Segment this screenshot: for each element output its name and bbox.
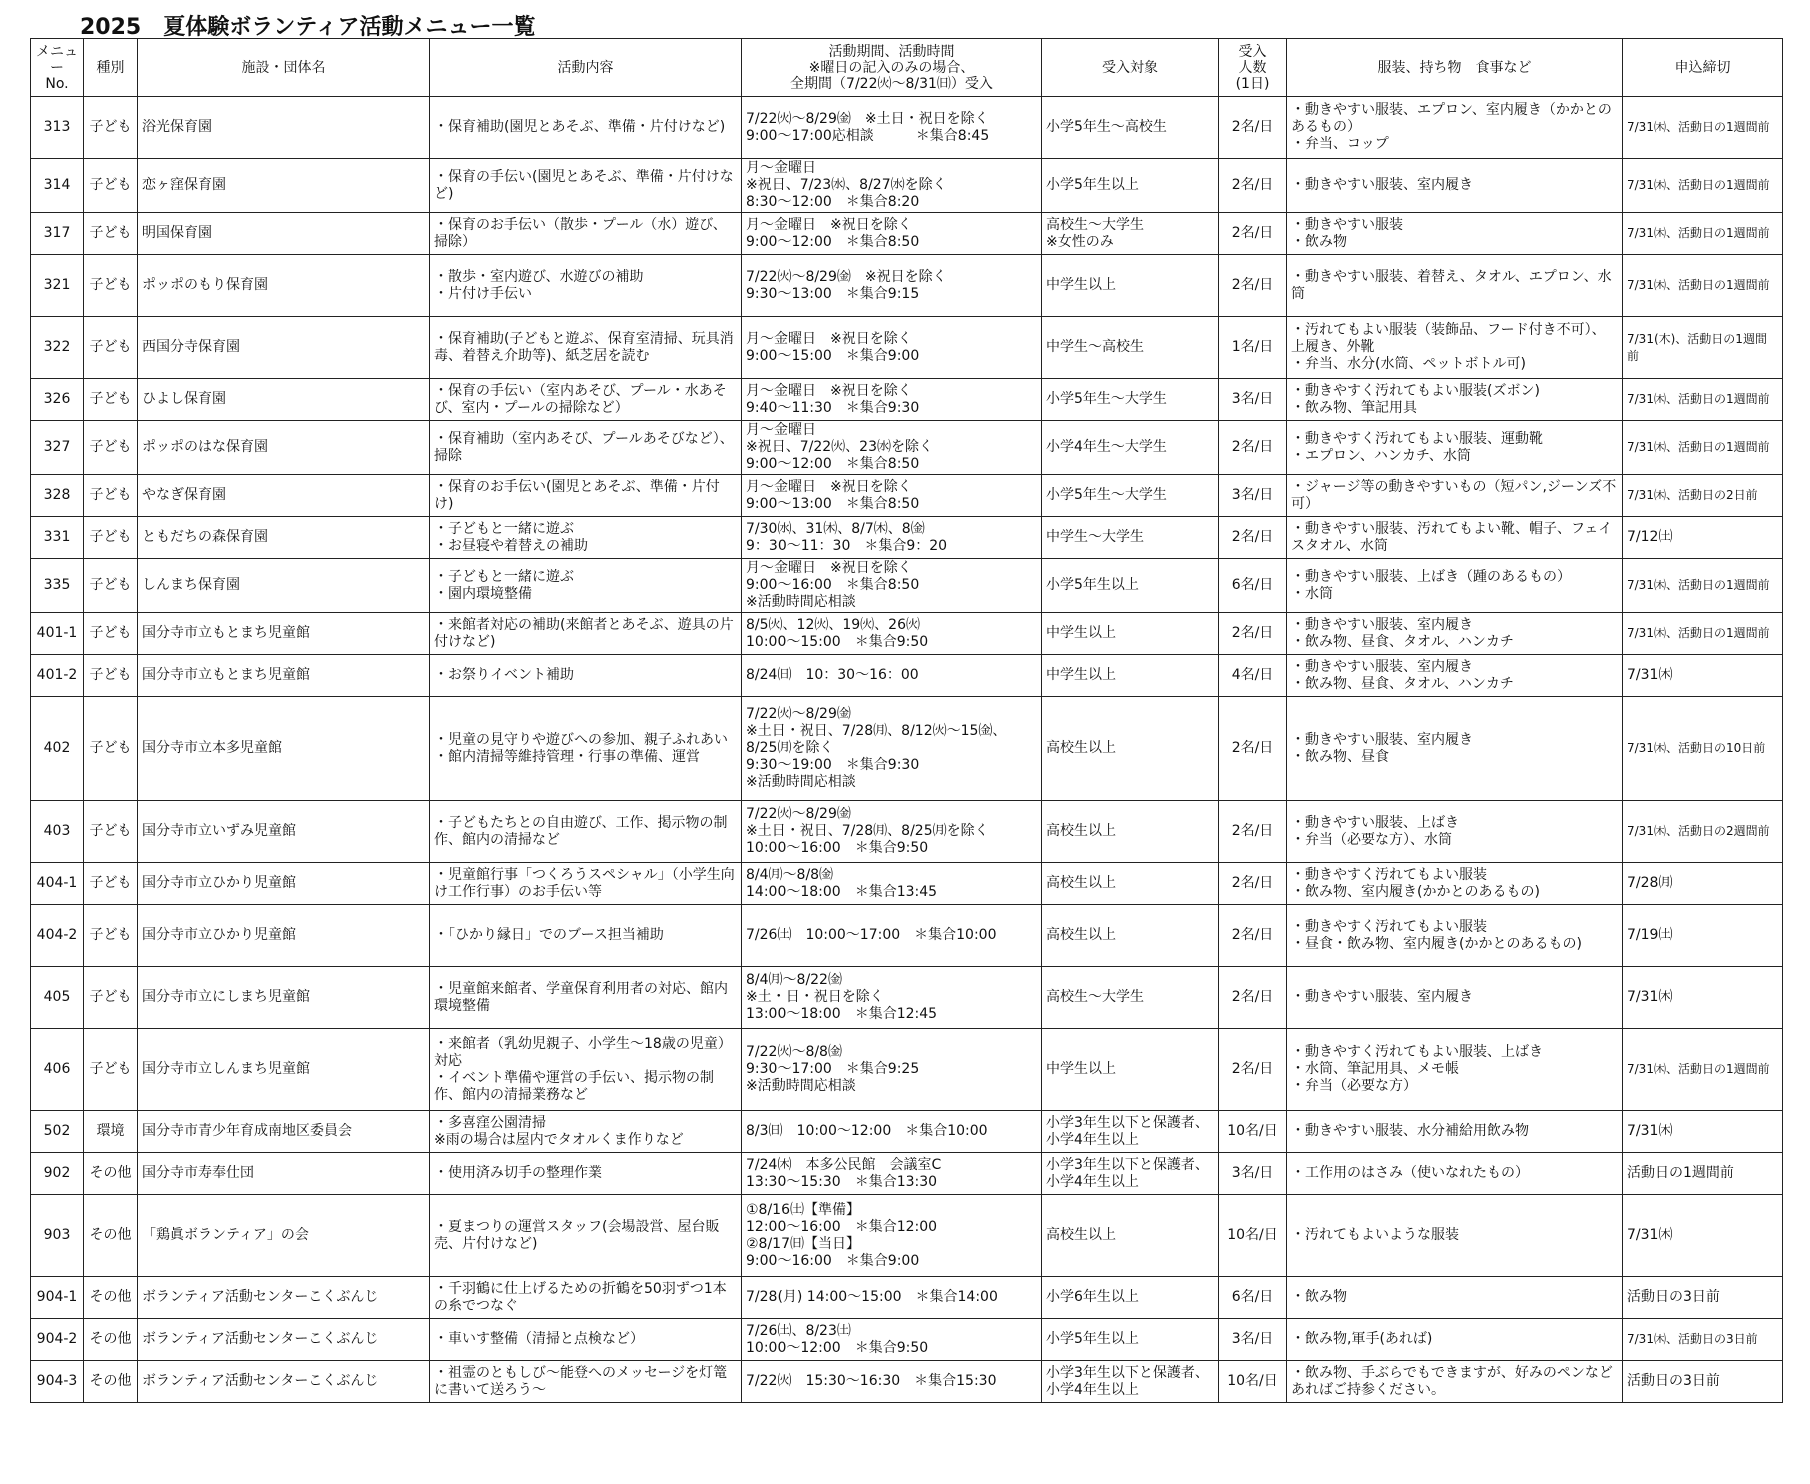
row-activity: ・保育のお手伝い(園児とあそぶ、準備・片付け) <box>430 475 742 517</box>
row-facility: 国分寺市立ひかり児童館 <box>138 905 430 967</box>
row-deadline: 活動日の1週間前 <box>1623 1153 1783 1195</box>
row-facility: 恋ヶ窪保育園 <box>138 159 430 213</box>
table-row <box>31 255 1783 317</box>
row-target: 小学5年生以上 <box>1042 159 1219 213</box>
row-no: 904-1 <box>31 1277 84 1319</box>
row-category: 子ども <box>84 97 138 159</box>
table-row <box>31 379 1783 421</box>
row-facility: 国分寺市立にしまち児童館 <box>138 967 430 1029</box>
row-facility: 国分寺市立しんまち児童館 <box>138 1029 430 1111</box>
row-period: 7/22㈫〜8/29㈮ ※土日・祝日を除く 9:00〜17:00応相談 ＊集合8:45 <box>742 97 1042 159</box>
row-target: 中学生以上 <box>1042 255 1219 317</box>
table-row <box>31 1361 1783 1403</box>
row-deadline: 7/31(木)、活動日の1週間前 <box>1623 317 1783 379</box>
row-deadline: 7/31㈭ <box>1623 1195 1783 1277</box>
row-items: ・汚れてもよいような服装 <box>1287 1195 1623 1277</box>
row-capacity: 2名/日 <box>1219 1029 1287 1111</box>
table-row <box>31 317 1783 379</box>
row-capacity: 2名/日 <box>1219 697 1287 801</box>
header-target: 受入対象 <box>1042 39 1219 97</box>
row-facility: 国分寺市立ひかり児童館 <box>138 863 430 905</box>
row-category: 子ども <box>84 255 138 317</box>
row-items: ・汚れてもよい服装（装飾品、フード付き不可）、上履き、外靴 ・弁当、水分(水筒、ペットボトル可) <box>1287 317 1623 379</box>
row-activity: ・保育補助(園児とあそぶ、準備・片付けなど) <box>430 97 742 159</box>
row-period: 月〜金曜日 ※祝日を除く 9:00〜13:00 ＊集合8:50 <box>742 475 1042 517</box>
row-category: 子ども <box>84 863 138 905</box>
row-activity: ・子どもたちとの自由遊び、工作、掲示物の制作、館内の清掃など <box>430 801 742 863</box>
table-row <box>31 697 1783 801</box>
row-category: その他 <box>84 1277 138 1319</box>
row-category: 子ども <box>84 421 138 475</box>
row-facility: ポッポのはな保育園 <box>138 421 430 475</box>
table-row <box>31 1319 1783 1361</box>
row-facility: しんまち保育園 <box>138 559 430 613</box>
row-facility: 西国分寺保育園 <box>138 317 430 379</box>
row-period: 月〜金曜日 ※祝日を除く 9:00〜12:00 ＊集合8:50 <box>742 213 1042 255</box>
table-row <box>31 213 1783 255</box>
table-row <box>31 97 1783 159</box>
row-items: ・動きやすい服装、上ばき（踵のあるもの） ・水筒 <box>1287 559 1623 613</box>
row-facility: 「鶏眞ボランティア」の会 <box>138 1195 430 1277</box>
row-period: 8/24㈰ 10：30〜16：00 <box>742 655 1042 697</box>
row-target: 高校生〜大学生 ※女性のみ <box>1042 213 1219 255</box>
row-facility: やなぎ保育園 <box>138 475 430 517</box>
row-items: ・動きやすい服装、汚れてもよい靴、帽子、フェイスタオル、水筒 <box>1287 517 1623 559</box>
row-items: ・動きやすい服装、室内履き ・飲み物、昼食、タオル、ハンカチ <box>1287 613 1623 655</box>
row-no: 313 <box>31 97 84 159</box>
row-period: ①8/16㈯【準備】 12:00〜16:00 ＊集合12:00 ②8/17㈰【当日】 9:00〜16:00 ＊集合9:00 <box>742 1195 1042 1277</box>
row-no: 404-1 <box>31 863 84 905</box>
row-capacity: 4名/日 <box>1219 655 1287 697</box>
row-period: 7/28(月) 14:00〜15:00 ＊集合14:00 <box>742 1277 1042 1319</box>
row-category: その他 <box>84 1319 138 1361</box>
row-category: 子ども <box>84 379 138 421</box>
row-facility: ともだちの森保育園 <box>138 517 430 559</box>
row-activity: ・使用済み切手の整理作業 <box>430 1153 742 1195</box>
row-capacity: 6名/日 <box>1219 559 1287 613</box>
row-items: ・動きやすく汚れてもよい服装(ズボン) ・飲み物、筆記用具 <box>1287 379 1623 421</box>
row-period: 7/22㈫ 15:30〜16:30 ＊集合15:30 <box>742 1361 1042 1403</box>
row-target: 小学5年生〜高校生 <box>1042 97 1219 159</box>
row-items: ・動きやすく汚れてもよい服装、上ばき ・水筒、筆記用具、メモ帳 ・弁当（必要な方） <box>1287 1029 1623 1111</box>
row-no: 401-1 <box>31 613 84 655</box>
row-target: 小学4年生〜大学生 <box>1042 421 1219 475</box>
row-deadline: 活動日の3日前 <box>1623 1361 1783 1403</box>
row-no: 406 <box>31 1029 84 1111</box>
row-category: 子ども <box>84 517 138 559</box>
row-category: 子ども <box>84 905 138 967</box>
header-no: メニュー No. <box>31 39 84 97</box>
row-items: ・飲み物,軍手(あれば) <box>1287 1319 1623 1361</box>
row-deadline: 7/31㈭、活動日の1週間前 <box>1623 613 1783 655</box>
row-capacity: 10名/日 <box>1219 1111 1287 1153</box>
row-facility: 国分寺市立もとまち児童館 <box>138 655 430 697</box>
row-capacity: 2名/日 <box>1219 255 1287 317</box>
row-deadline: 7/31㈭、活動日の1週間前 <box>1623 97 1783 159</box>
row-activity: ・多喜窪公園清掃 ※雨の場合は屋内でタオルくま作りなど <box>430 1111 742 1153</box>
row-period: 月〜金曜日 ※祝日を除く 9:40〜11:30 ＊集合9:30 <box>742 379 1042 421</box>
row-items: ・動きやすい服装、上ばき ・弁当（必要な方）、水筒 <box>1287 801 1623 863</box>
row-deadline: 活動日の3日前 <box>1623 1277 1783 1319</box>
row-no: 322 <box>31 317 84 379</box>
row-period: 7/22㈫〜8/29㈮ ※土日・祝日、7/28㈪、8/12㈫〜15㈮、8/25㈪を除く 9:30〜19:00 ＊集合9:30 ※活動時間応相談 <box>742 697 1042 801</box>
row-category: 子ども <box>84 317 138 379</box>
row-deadline: 7/31㈭、活動日の10日前 <box>1623 697 1783 801</box>
row-items: ・動きやすい服装、エプロン、室内履き（かかとのあるもの） ・弁当、コップ <box>1287 97 1623 159</box>
row-capacity: 2名/日 <box>1219 421 1287 475</box>
row-no: 331 <box>31 517 84 559</box>
row-no: 328 <box>31 475 84 517</box>
row-items: ・ジャージ等の動きやすいもの（短パン,ジーンズ不可） <box>1287 475 1623 517</box>
table-row <box>31 1277 1783 1319</box>
row-category: 環境 <box>84 1111 138 1153</box>
row-no: 326 <box>31 379 84 421</box>
row-items: ・動きやすい服装 ・飲み物 <box>1287 213 1623 255</box>
row-facility: ボランティア活動センターこくぶんじ <box>138 1319 430 1361</box>
row-period: 7/22㈫〜8/8㈮ 9:30〜17:00 ＊集合9:25 ※活動時間応相談 <box>742 1029 1042 1111</box>
row-items: ・飲み物、手ぶらでもできますが、好みのペンなどあればご持参ください。 <box>1287 1361 1623 1403</box>
row-deadline: 7/31㈭、活動日の2週間前 <box>1623 801 1783 863</box>
row-no: 317 <box>31 213 84 255</box>
row-activity: ・子どもと一緒に遊ぶ ・お昼寝や着替えの補助 <box>430 517 742 559</box>
row-target: 高校生以上 <box>1042 905 1219 967</box>
header-items: 服装、持ち物 食事など <box>1287 39 1623 97</box>
row-target: 小学3年生以下と保護者、小学4年生以上 <box>1042 1153 1219 1195</box>
row-category: 子ども <box>84 655 138 697</box>
row-deadline: 7/31㈭ <box>1623 655 1783 697</box>
row-target: 高校生以上 <box>1042 1195 1219 1277</box>
row-no: 903 <box>31 1195 84 1277</box>
row-category: 子ども <box>84 967 138 1029</box>
row-facility: ボランティア活動センターこくぶんじ <box>138 1361 430 1403</box>
row-capacity: 2名/日 <box>1219 863 1287 905</box>
table-row <box>31 1195 1783 1277</box>
row-target: 中学生以上 <box>1042 655 1219 697</box>
table-row <box>31 1153 1783 1195</box>
row-facility: ひよし保育園 <box>138 379 430 421</box>
row-deadline: 7/12㈯ <box>1623 517 1783 559</box>
row-activity: ・「ひかり縁日」でのブース担当補助 <box>430 905 742 967</box>
row-facility: 国分寺市立本多児童館 <box>138 697 430 801</box>
row-activity: ・子どもと一緒に遊ぶ ・園内環境整備 <box>430 559 742 613</box>
row-capacity: 2名/日 <box>1219 97 1287 159</box>
header-period: 活動期間、活動時間 ※曜日の記入のみの場合、 全期間（7/22㈫〜8/31㈰）受入 <box>742 39 1042 97</box>
row-period: 7/22㈫〜8/29㈮ ※土日・祝日、7/28㈪、8/25㈪を除く 10:00〜16:00 ＊集合9:50 <box>742 801 1042 863</box>
row-activity: ・祖霊のともしび〜能登へのメッセージを灯篭に書いて送ろう〜 <box>430 1361 742 1403</box>
table-row <box>31 801 1783 863</box>
row-period: 7/26㈯、8/23㈯ 10:00〜12:00 ＊集合9:50 <box>742 1319 1042 1361</box>
row-deadline: 7/31㈭、活動日の1週間前 <box>1623 379 1783 421</box>
table-row <box>31 967 1783 1029</box>
table-row <box>31 1029 1783 1111</box>
row-items: ・動きやすい服装、水分補給用飲み物 <box>1287 1111 1623 1153</box>
row-capacity: 3名/日 <box>1219 1319 1287 1361</box>
row-items: ・動きやすい服装、着替え、タオル、エプロン、水筒 <box>1287 255 1623 317</box>
menu-table <box>30 38 1783 1403</box>
row-capacity: 2名/日 <box>1219 801 1287 863</box>
header-row <box>31 39 1783 97</box>
row-target: 小学5年生以上 <box>1042 559 1219 613</box>
row-activity: ・保育補助（室内あそび、プールあそびなど）、掃除 <box>430 421 742 475</box>
table-row <box>31 517 1783 559</box>
row-category: 子ども <box>84 801 138 863</box>
row-activity: ・児童の見守りや遊びへの参加、親子ふれあい ・館内清掃等維持管理・行事の準備、運営 <box>430 697 742 801</box>
table-row <box>31 863 1783 905</box>
row-period: 8/4㈪〜8/8㈮ 14:00〜18:00 ＊集合13:45 <box>742 863 1042 905</box>
row-category: 子ども <box>84 559 138 613</box>
row-deadline: 7/28㈪ <box>1623 863 1783 905</box>
row-category: 子ども <box>84 697 138 801</box>
row-period: 月〜金曜日 ※祝日を除く 9:00〜16:00 ＊集合8:50 ※活動時間応相談 <box>742 559 1042 613</box>
header-facility: 施設・団体名 <box>138 39 430 97</box>
row-facility: 国分寺市青少年育成南地区委員会 <box>138 1111 430 1153</box>
table-row <box>31 613 1783 655</box>
row-deadline: 7/31㈭、活動日の1週間前 <box>1623 1029 1783 1111</box>
row-items: ・工作用のはさみ（使いなれたもの） <box>1287 1153 1623 1195</box>
row-capacity: 1名/日 <box>1219 317 1287 379</box>
row-deadline: 7/31㈭、活動日の1週間前 <box>1623 421 1783 475</box>
row-category: その他 <box>84 1361 138 1403</box>
table-row <box>31 655 1783 697</box>
row-activity: ・児童館行事「つくろうスペシャル」（小学生向け工作行事）のお手伝い等 <box>430 863 742 905</box>
row-target: 高校生〜大学生 <box>1042 967 1219 1029</box>
table-row <box>31 421 1783 475</box>
row-target: 小学3年生以下と保護者、小学4年生以上 <box>1042 1111 1219 1153</box>
row-no: 904-3 <box>31 1361 84 1403</box>
row-activity: ・夏まつりの運営スタッフ(会場設営、屋台販売、片付けなど) <box>430 1195 742 1277</box>
row-period: 8/3㈰ 10:00〜12:00 ＊集合10:00 <box>742 1111 1042 1153</box>
row-target: 小学3年生以下と保護者、小学4年生以上 <box>1042 1361 1219 1403</box>
row-activity: ・千羽鶴に仕上げるための折鶴を50羽ずつ1本の糸でつなぐ <box>430 1277 742 1319</box>
row-target: 中学生以上 <box>1042 1029 1219 1111</box>
row-activity: ・保育補助(子どもと遊ぶ、保育室清掃、玩具消毒、着替え介助等)、紙芝居を読む <box>430 317 742 379</box>
row-deadline: 7/19㈯ <box>1623 905 1783 967</box>
row-capacity: 3名/日 <box>1219 379 1287 421</box>
row-items: ・動きやすい服装、室内履き ・飲み物、昼食 <box>1287 697 1623 801</box>
row-facility: 明国保育園 <box>138 213 430 255</box>
row-facility: 国分寺市立もとまち児童館 <box>138 613 430 655</box>
row-capacity: 3名/日 <box>1219 1153 1287 1195</box>
row-activity: ・お祭りイベント補助 <box>430 655 742 697</box>
table-row <box>31 905 1783 967</box>
header-category: 種別 <box>84 39 138 97</box>
row-facility: ボランティア活動センターこくぶんじ <box>138 1277 430 1319</box>
table-row <box>31 475 1783 517</box>
row-target: 高校生以上 <box>1042 697 1219 801</box>
row-activity: ・保育のお手伝い（散歩・プール（水）遊び、掃除） <box>430 213 742 255</box>
table-row <box>31 1111 1783 1153</box>
row-period: 8/5㈫、12㈫、19㈫、26㈫ 10:00〜15:00 ＊集合9:50 <box>742 613 1042 655</box>
row-no: 403 <box>31 801 84 863</box>
row-facility: 国分寺市寿奉仕団 <box>138 1153 430 1195</box>
row-items: ・動きやすく汚れてもよい服装 ・飲み物、室内履き(かかとのあるもの) <box>1287 863 1623 905</box>
row-activity: ・散歩・室内遊び、水遊びの補助 ・片付け手伝い <box>430 255 742 317</box>
row-capacity: 3名/日 <box>1219 475 1287 517</box>
row-target: 中学生〜大学生 <box>1042 517 1219 559</box>
row-target: 中学生以上 <box>1042 613 1219 655</box>
header-activity: 活動内容 <box>430 39 742 97</box>
table-row <box>31 559 1783 613</box>
row-facility: 国分寺市立いずみ児童館 <box>138 801 430 863</box>
row-period: 7/24㈭ 本多公民館 会議室C 13:30〜15:30 ＊集合13:30 <box>742 1153 1042 1195</box>
row-items: ・動きやすい服装、室内履き <box>1287 159 1623 213</box>
row-deadline: 7/31㈭、活動日の1週間前 <box>1623 213 1783 255</box>
row-activity: ・車いす整備（清掃と点検など） <box>430 1319 742 1361</box>
row-capacity: 10名/日 <box>1219 1361 1287 1403</box>
row-activity: ・来館者（乳幼児親子、小学生〜18歳の児童）対応 ・イベント準備や運営の手伝い、掲示物の制作、館内の清掃業務など <box>430 1029 742 1111</box>
row-items: ・動きやすく汚れてもよい服装、運動靴 ・エプロン、ハンカチ、水筒 <box>1287 421 1623 475</box>
row-capacity: 2名/日 <box>1219 967 1287 1029</box>
row-period: 月〜金曜日 ※祝日を除く 9:00〜15:00 ＊集合9:00 <box>742 317 1042 379</box>
row-category: 子ども <box>84 159 138 213</box>
row-deadline: 7/31㈭、活動日の2日前 <box>1623 475 1783 517</box>
row-category: 子ども <box>84 1029 138 1111</box>
row-no: 904-2 <box>31 1319 84 1361</box>
row-capacity: 6名/日 <box>1219 1277 1287 1319</box>
row-no: 321 <box>31 255 84 317</box>
row-category: 子ども <box>84 213 138 255</box>
row-target: 小学5年生以上 <box>1042 1319 1219 1361</box>
row-deadline: 7/31㈭、活動日の1週間前 <box>1623 255 1783 317</box>
table-body <box>31 97 1783 1403</box>
row-target: 中学生〜高校生 <box>1042 317 1219 379</box>
row-no: 502 <box>31 1111 84 1153</box>
header-deadline: 申込締切 <box>1623 39 1783 97</box>
row-period: 7/26㈯ 10:00〜17:00 ＊集合10:00 <box>742 905 1042 967</box>
row-activity: ・来館者対応の補助(来館者とあそぶ、遊具の片付けなど) <box>430 613 742 655</box>
row-target: 高校生以上 <box>1042 863 1219 905</box>
row-target: 小学5年生〜大学生 <box>1042 475 1219 517</box>
row-deadline: 7/31㈭、活動日の3日前 <box>1623 1319 1783 1361</box>
row-deadline: 7/31㈭ <box>1623 967 1783 1029</box>
row-capacity: 2名/日 <box>1219 159 1287 213</box>
row-deadline: 7/31㈭、活動日の1週間前 <box>1623 559 1783 613</box>
row-no: 314 <box>31 159 84 213</box>
row-no: 335 <box>31 559 84 613</box>
row-items: ・動きやすい服装、室内履き ・飲み物、昼食、タオル、ハンカチ <box>1287 655 1623 697</box>
row-items: ・動きやすい服装、室内履き <box>1287 967 1623 1029</box>
row-capacity: 2名/日 <box>1219 517 1287 559</box>
row-category: 子ども <box>84 475 138 517</box>
row-deadline: 7/31㈭、活動日の1週間前 <box>1623 159 1783 213</box>
row-capacity: 10名/日 <box>1219 1195 1287 1277</box>
row-facility: 浴光保育園 <box>138 97 430 159</box>
row-activity: ・児童館来館者、学童保育利用者の対応、館内環境整備 <box>430 967 742 1029</box>
page-title: 2025 夏体験ボランティア活動メニュー一覧 <box>80 15 536 40</box>
row-items: ・動きやすく汚れてもよい服装 ・昼食・飲み物、室内履き(かかとのあるもの) <box>1287 905 1623 967</box>
row-facility: ポッポのもり保育園 <box>138 255 430 317</box>
row-target: 高校生以上 <box>1042 801 1219 863</box>
row-no: 405 <box>31 967 84 1029</box>
row-target: 小学5年生〜大学生 <box>1042 379 1219 421</box>
row-period: 7/30㈬、31㈭、8/7㈭、8㈮ 9：30〜11：30 ＊集合9：20 <box>742 517 1042 559</box>
row-no: 402 <box>31 697 84 801</box>
row-capacity: 2名/日 <box>1219 613 1287 655</box>
row-items: ・飲み物 <box>1287 1277 1623 1319</box>
row-no: 902 <box>31 1153 84 1195</box>
row-no: 327 <box>31 421 84 475</box>
header-capacity: 受入 人数 (1日) <box>1219 39 1287 97</box>
row-activity: ・保育の手伝い(園児とあそぶ、準備・片付けなど) <box>430 159 742 213</box>
row-no: 401-2 <box>31 655 84 697</box>
row-capacity: 2名/日 <box>1219 905 1287 967</box>
row-period: 月〜金曜日 ※祝日、7/23㈬、8/27㈬を除く 8:30〜12:00 ＊集合8:20 <box>742 159 1042 213</box>
row-deadline: 7/31㈭ <box>1623 1111 1783 1153</box>
row-target: 小学6年生以上 <box>1042 1277 1219 1319</box>
row-no: 404-2 <box>31 905 84 967</box>
row-activity: ・保育の手伝い（室内あそび、プール・水あそび、室内・プールの掃除など） <box>430 379 742 421</box>
row-category: その他 <box>84 1153 138 1195</box>
row-period: 月〜金曜日 ※祝日、7/22㈫、23㈬を除く 9:00〜12:00 ＊集合8:50 <box>742 421 1042 475</box>
row-period: 7/22㈫〜8/29㈮ ※祝日を除く 9:30〜13:00 ＊集合9:15 <box>742 255 1042 317</box>
table-row <box>31 159 1783 213</box>
row-capacity: 2名/日 <box>1219 213 1287 255</box>
row-category: 子ども <box>84 613 138 655</box>
row-period: 8/4㈪〜8/22㈮ ※土・日・祝日を除く 13:00〜18:00 ＊集合12:45 <box>742 967 1042 1029</box>
row-category: その他 <box>84 1195 138 1277</box>
